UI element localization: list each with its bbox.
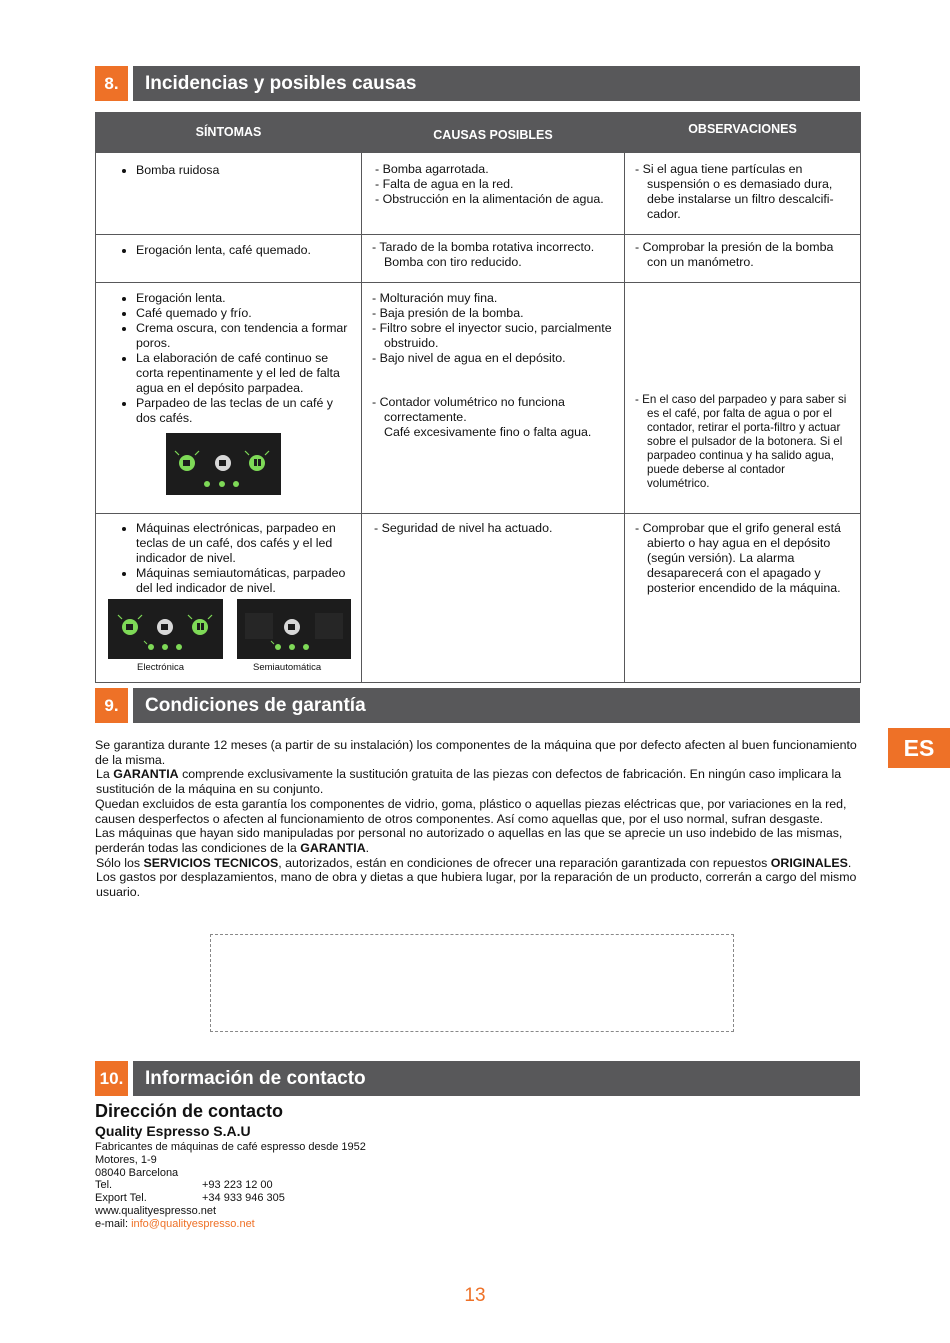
warranty-paragraph: Sólo los SERVICIOS TECNICOS, autorizados, están en condiciones de ofrecer una reparación garantizada con repuestos ORIGINALES. Los gastos por desplazamientos, mano de obra y dietas a que hubiera lugar, por la reparación de un producto, correrán a cargo del mismo usuario. [96, 855, 857, 900]
cause-item: Café excesivamente fino o falta agua. [384, 425, 592, 439]
section-number: 9. [95, 688, 128, 723]
cause-item: - Contador volumétrico no funciona correctamente. [372, 395, 565, 424]
cause-item: - Falta de agua en la red. [375, 177, 514, 191]
symptom-item: • Erogación lenta. [136, 291, 351, 306]
semiautomatic-panel-image [237, 599, 351, 659]
observation-item: - Comprobar que el grifo general está abierto o hay agua en el depósito (según versión). La alarma desaparecerá con el apagado y posterior encendido de la máquina. [635, 521, 841, 595]
section-title: Incidencias y posibles causas [133, 66, 860, 101]
website-link[interactable]: www.qualityespresso.net [95, 1204, 217, 1217]
section-number: 10. [95, 1061, 128, 1096]
header-observations: OBSERVACIONES [625, 113, 861, 153]
symptom-item: • La elaboración de café continuo se corta repentinamente y el led de falta agua en el depósito parpadea. [136, 351, 351, 396]
table-row [96, 153, 861, 235]
page-number: 13 [464, 1285, 486, 1306]
observation-item: - En el caso del parpadeo y para saber si es el café, por falta de agua o por el contador, retirar el porta-filtro y actuar sobre el pulsador de la botonera. Si el parpadeo continua y ha salido agua, puede deberse al contador volumétrico. [635, 393, 847, 490]
cause-item: - Baja presión de la bomba. [372, 306, 524, 320]
warranty-paragraph: Quedan excluidos de esta garantía los componentes de vidrio, goma, plástico o aquellas piezas eléctricas que, por variaciones en la red, causen desperfectos o afecten al funcionamiento de otros componentes. Así como aquellas que, por el uso normal, sufran desgaste. [95, 796, 847, 826]
cause-item: - Seguridad de nivel ha actuado. [374, 521, 553, 535]
symptom-item: • Máquinas semiautomáticas, parpadeo del led indicador de nivel. [136, 566, 351, 596]
language-tab: ES [888, 728, 950, 768]
contact-title: Dirección de contacto [95, 1101, 284, 1121]
section-title: Información de contacto [133, 1061, 860, 1096]
cause-item: - Tarado de la bomba rotativa incorrecto. Bomba con tiro reducido. [372, 240, 595, 269]
incidents-table [95, 112, 861, 683]
cause-item: - Filtro sobre el inyector sucio, parcialmente obstruido. [372, 321, 612, 350]
symptom-item: • Crema oscura, con tendencia a formar poros. [136, 321, 351, 351]
phone-number: +93 223 12 00 [202, 1179, 273, 1192]
table-row [96, 283, 861, 514]
cause-item: - Bajo nivel de agua en el depósito. [372, 351, 566, 365]
caption-semiautomatic: Semiautomática [253, 662, 322, 673]
warranty-text [95, 738, 860, 900]
symptom-item: • Parpadeo de las teclas de un café y dos cafés. [136, 396, 351, 426]
section-number: 8. [95, 66, 128, 101]
header-symptoms: SÍNTOMAS [96, 113, 362, 153]
cause-item: - Molturación muy fina. [372, 291, 498, 305]
warranty-paragraph: La GARANTIA comprende exclusivamente la sustitución gratuita de las piezas con defectos de fabricación. En ningún caso implicara la sustitución de la máquina en su conjunto. [96, 767, 842, 797]
company-tagline: Fabricantes de máquinas de café espresso desde 1952 [95, 1141, 366, 1153]
company-name: Quality Espresso S.A.U [95, 1123, 251, 1139]
email-row: e-mail: info@qualityespresso.net [95, 1217, 255, 1230]
electronic-panel-image [108, 599, 223, 659]
observation-item: - Si el agua tiene partículas en suspensión o es demasiado dura, debe instalarse un filtro descalcifi-cador. [635, 162, 834, 221]
cause-item: - Obstrucción en la alimentación de agua. [375, 192, 604, 206]
section-9-header [95, 688, 860, 723]
control-panel-image [166, 433, 281, 495]
table-row [96, 235, 861, 283]
caption-electronic: Electrónica [137, 662, 184, 673]
warranty-paragraph: Se garantiza durante 12 meses (a partir de su instalación) los componentes de la máquina que por defecto afecten al buen funcionamiento de la misma. [95, 738, 857, 767]
symptom-item: • Café quemado y frío. [136, 306, 351, 321]
symptom-item: • Erogación lenta, café quemado. [136, 243, 351, 258]
section-title: Condiciones de garantía [133, 688, 860, 723]
city-address: 08040 Barcelona [95, 1166, 179, 1179]
street-address: Motores, 1-9 [95, 1153, 157, 1166]
export-phone-number: +34 933 946 305 [202, 1192, 285, 1205]
contact-block [95, 1101, 595, 1231]
water-level-button-icon [215, 455, 231, 471]
observation-item: - Comprobar la presión de la bomba con un manómetro. [635, 240, 834, 269]
table-row [96, 514, 861, 683]
cause-item: - Bomba agarrotada. [375, 162, 489, 176]
header-causes: CAUSAS POSIBLES [362, 113, 625, 153]
export-phone-row: Export Tel. +34 933 946 305 [95, 1192, 285, 1205]
symptom-item: • Máquinas electrónicas, parpadeo en teclas de un café, dos cafés y el led indicador de nivel. [136, 521, 351, 566]
symptom-item: • Bomba ruidosa [136, 163, 351, 178]
warranty-paragraph: Las máquinas que hayan sido manipuladas por personal no autorizado o aquellas en las que se aprecie un uso indebido de las mismas, perderán todas las condiciones de la GARANTIA. [95, 826, 843, 855]
phone-row: Tel. +93 223 12 00 [95, 1179, 273, 1192]
stamp-box [210, 934, 734, 1032]
section-8-header [95, 66, 860, 101]
section-10-header [95, 1061, 860, 1096]
email-link[interactable]: info@qualityespresso.net [131, 1217, 255, 1230]
